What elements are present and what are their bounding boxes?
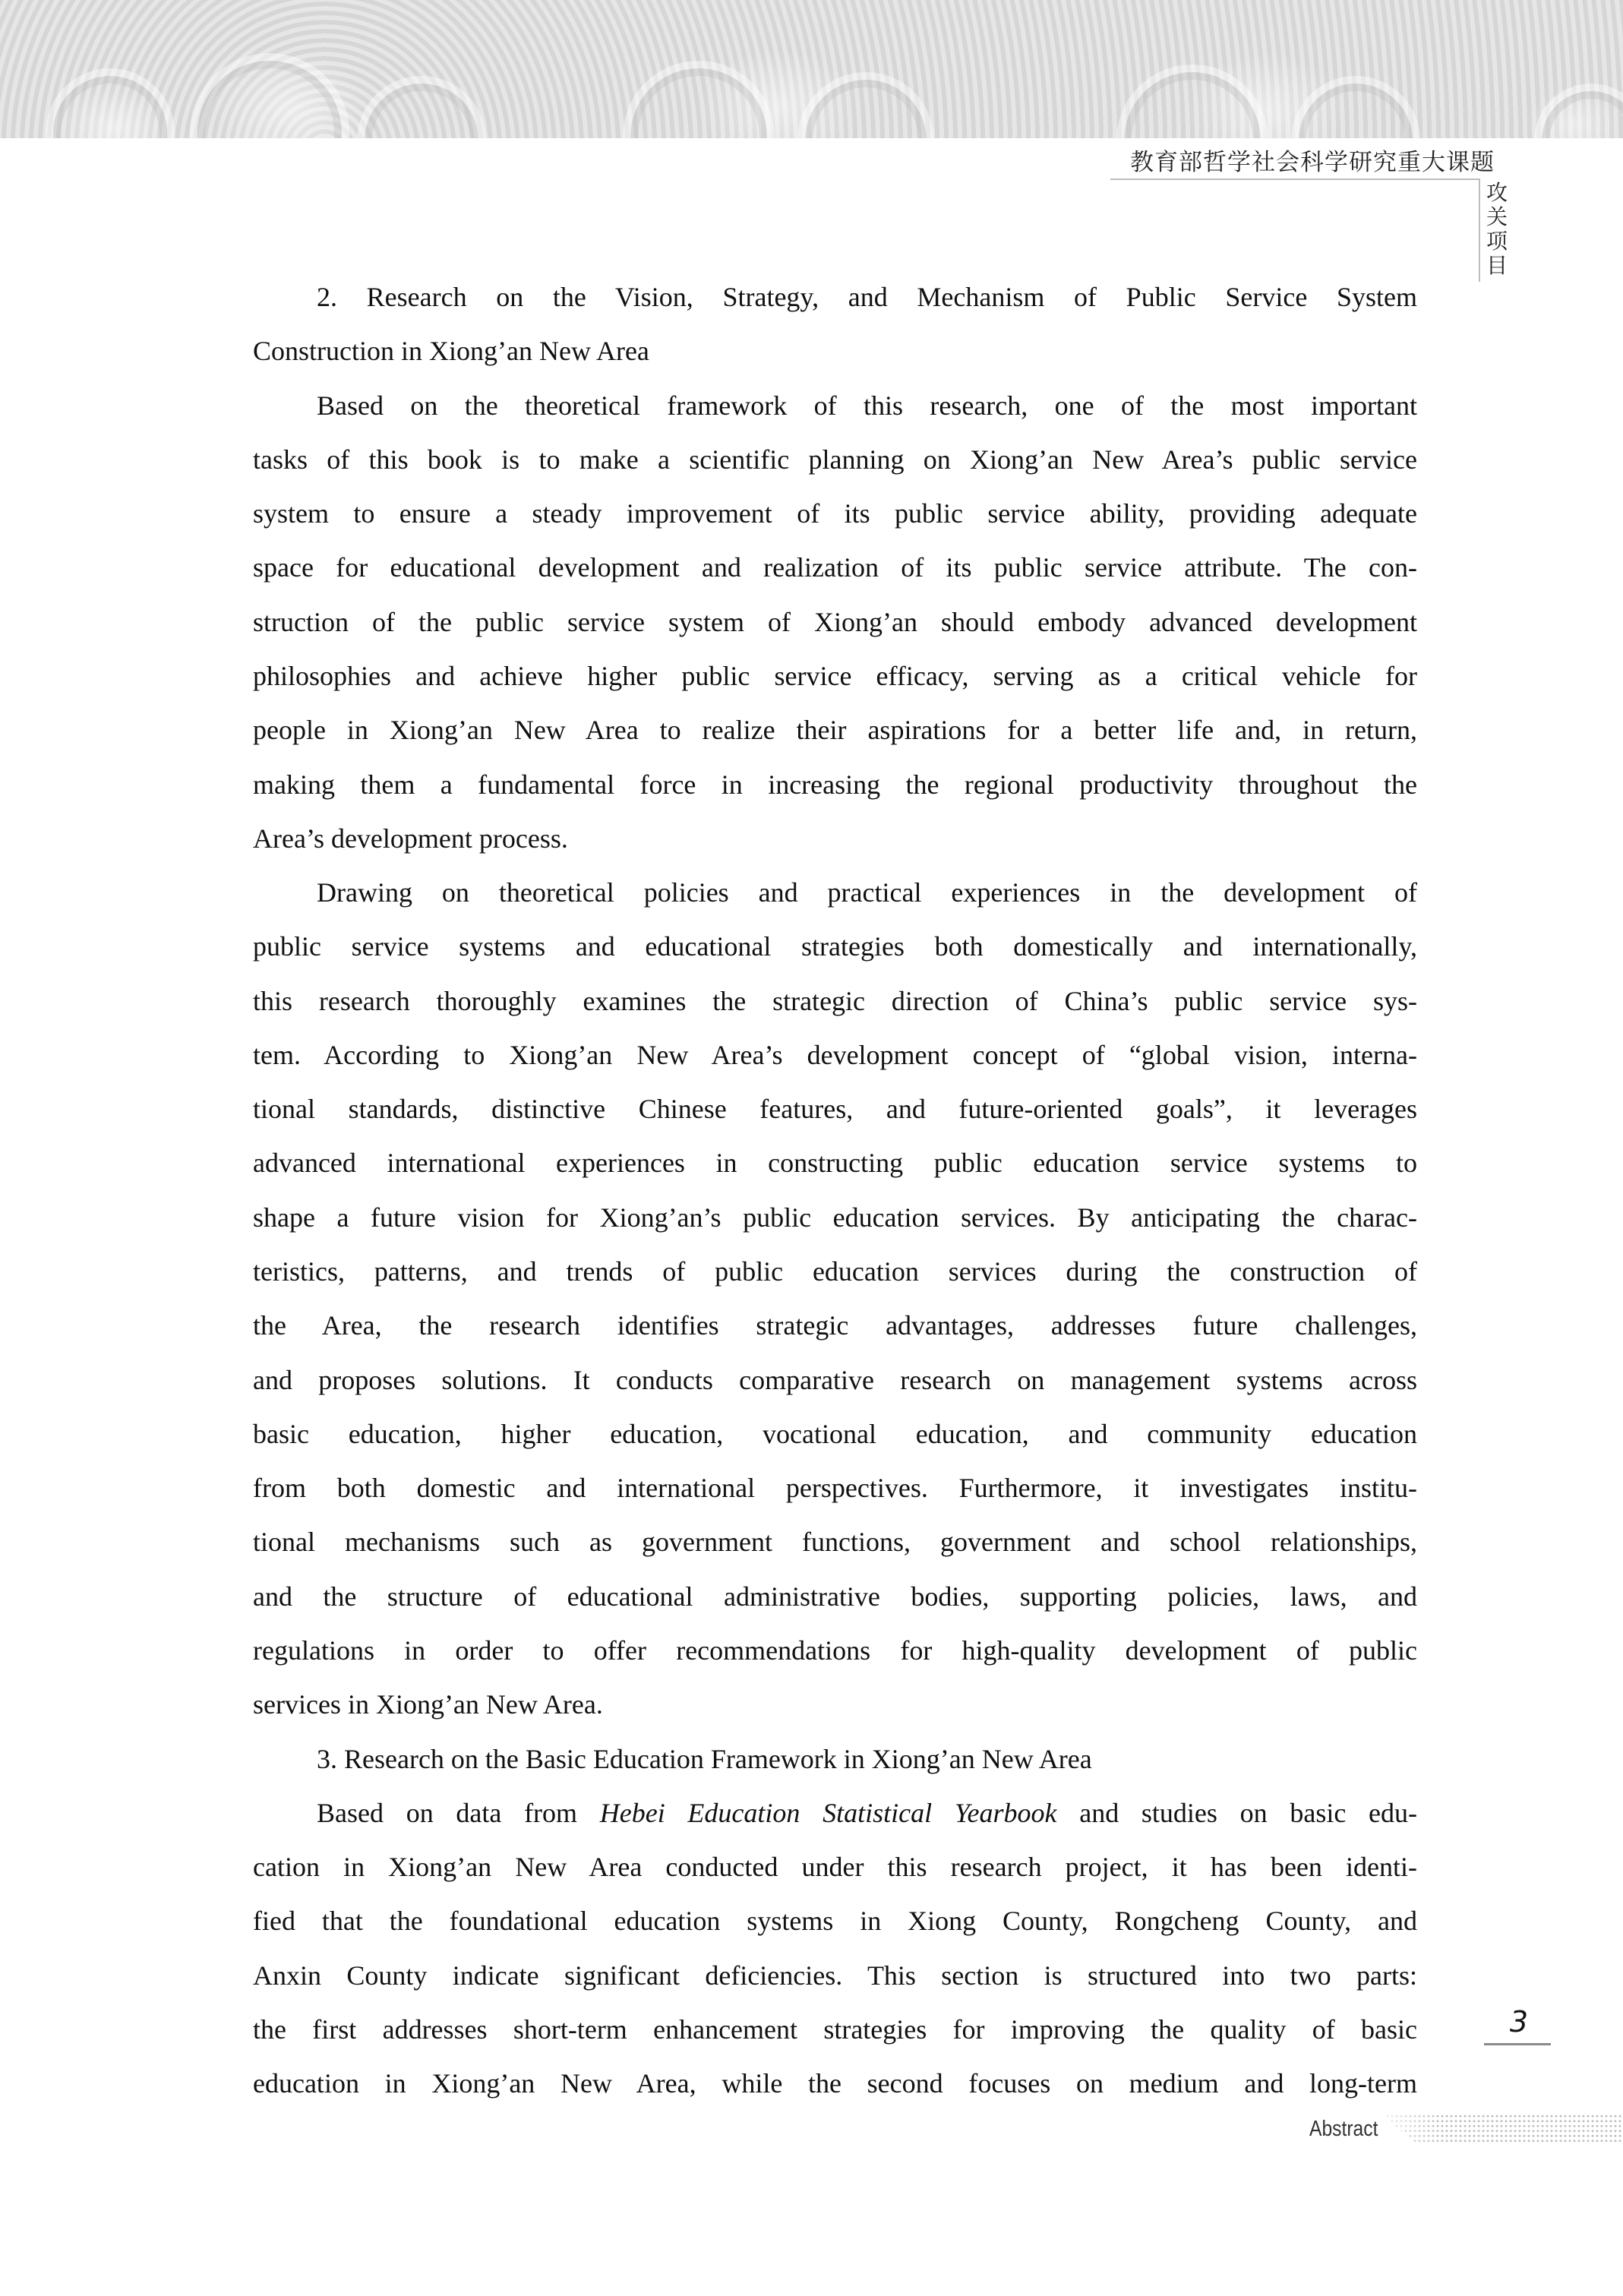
text-line [317,1796,1417,1830]
text-line: tasks of this book is to make a scientific planning on Xiong’an New Area’s public service [253,444,1417,475]
text-line: Drawing on theoretical policies and practical experiences in the development of [317,877,1417,908]
cloud-swirl-icon [190,53,349,138]
text-line: system to ensure a steady improvement of its public service ability, providing adequate [253,498,1417,529]
header-rule [1110,178,1480,180]
text-line: struction of the public service system of Xiong’an should embody advanced development [253,606,1417,637]
cloud-swirl-icon [1116,65,1268,138]
text-line: from both domestic and international perspectives. Furthermore, it investigates institu- [253,1473,1417,1504]
text-line: fied that the foundational education systems in Xiong County, Rongcheng County, and [253,1906,1417,1937]
text-line: public service systems and educational strategies both domestically and internationally, [253,931,1417,962]
text-line: space for educational development and realization of its public service attribute. The con- [253,552,1417,583]
text-line: basic education, higher education, vocational education, and community education [253,1418,1417,1449]
text-line: tem. According to Xiong’an New Area’s development concept of “global vision, interna- [253,1039,1417,1070]
text-line: making them a fundamental force in increasing the regional productivity throughout the [253,769,1417,800]
cloud-swirl-icon [797,72,934,138]
text-line: and proposes solutions. It conducts comparative research on management systems across [253,1364,1417,1395]
page-number-rule [1484,2043,1551,2045]
footer-dot-pattern [1381,2114,1623,2143]
text-line: tional mechanisms such as government functions, government and school relationships, [253,1527,1417,1558]
text-line: Construction in Xiong’an New Area [253,336,649,367]
text-line: Based on the theoretical framework of this research, one of the most important [317,390,1417,421]
vertical-tag-char: 项 [1486,229,1508,254]
text-line: Anxin County indicate significant deficiencies. This section is structured into two parts: [253,1960,1417,1991]
text-line: people in Xiong’an New Area to realize their aspirations for a better life and, in return, [253,715,1417,746]
decorative-cloud-banner [0,0,1623,138]
text-line: regulations in order to offer recommendations for high-quality development of public [253,1635,1417,1666]
text-line: advanced international experiences in constructing public education service systems to [253,1148,1417,1179]
vertical-tag-char: 攻 [1486,180,1508,205]
text-line: education in Xiong’an New Area, while the second focuses on medium and long-term [253,2068,1417,2099]
text-line: shape a future vision for Xiong’an’s public education services. By anticipating the charac- [253,1202,1417,1233]
text-line: the Area, the research identifies strategic advantages, addresses future challenges, [253,1310,1417,1341]
text-line: services in Xiong’an New Area. [253,1689,603,1720]
text-line: 2. Research on the Vision, Strategy, and Mechanism of Public Service System [317,282,1417,312]
cloud-swirl-icon [623,61,775,138]
cloud-swirl-icon [46,68,175,138]
text-line: tional standards, distinctive Chinese features, and future-oriented goals”, it leverages [253,1094,1417,1125]
header-rule-vertical [1479,178,1480,282]
cloud-swirl-icon [1291,76,1420,138]
page-number: 3 [1509,2005,1529,2039]
text-line: the first addresses short-term enhancement strategies for improving the quality of basic [253,2013,1417,2045]
text-line: philosophies and achieve higher public service efficacy, serving as a critical vehicle for [253,660,1417,691]
cloud-swirl-icon [1534,84,1623,138]
text-run: Based on data from [317,1797,600,1828]
vertical-tag [1485,181,1509,278]
text-run: and studies on basic edu- [1056,1797,1417,1828]
cloud-swirl-icon [357,76,486,138]
text-line: 3. Research on the Basic Education Framework in Xiong’an New Area [317,1743,1092,1774]
text-line: teristics, patterns, and trends of public education services during the construction of [253,1256,1417,1287]
text-line: Area’s development process. [253,823,568,854]
text-line: cation in Xiong’an New Area conducted under this research project, it has been identi- [253,1852,1417,1883]
text-line: and the structure of educational administrative bodies, supporting policies, laws, and [253,1581,1417,1612]
vertical-tag-char: 关 [1486,204,1508,229]
book-title: Hebei Education Statistical Yearbook [599,1797,1057,1828]
running-head: 教育部哲学社会科学研究重大课题 [1130,149,1495,176]
vertical-tag-char: 目 [1486,253,1508,278]
text-line: this research thoroughly examines the strategic direction of China’s public service sys- [253,985,1417,1016]
footer-section-label: Abstract [1309,2117,1378,2141]
